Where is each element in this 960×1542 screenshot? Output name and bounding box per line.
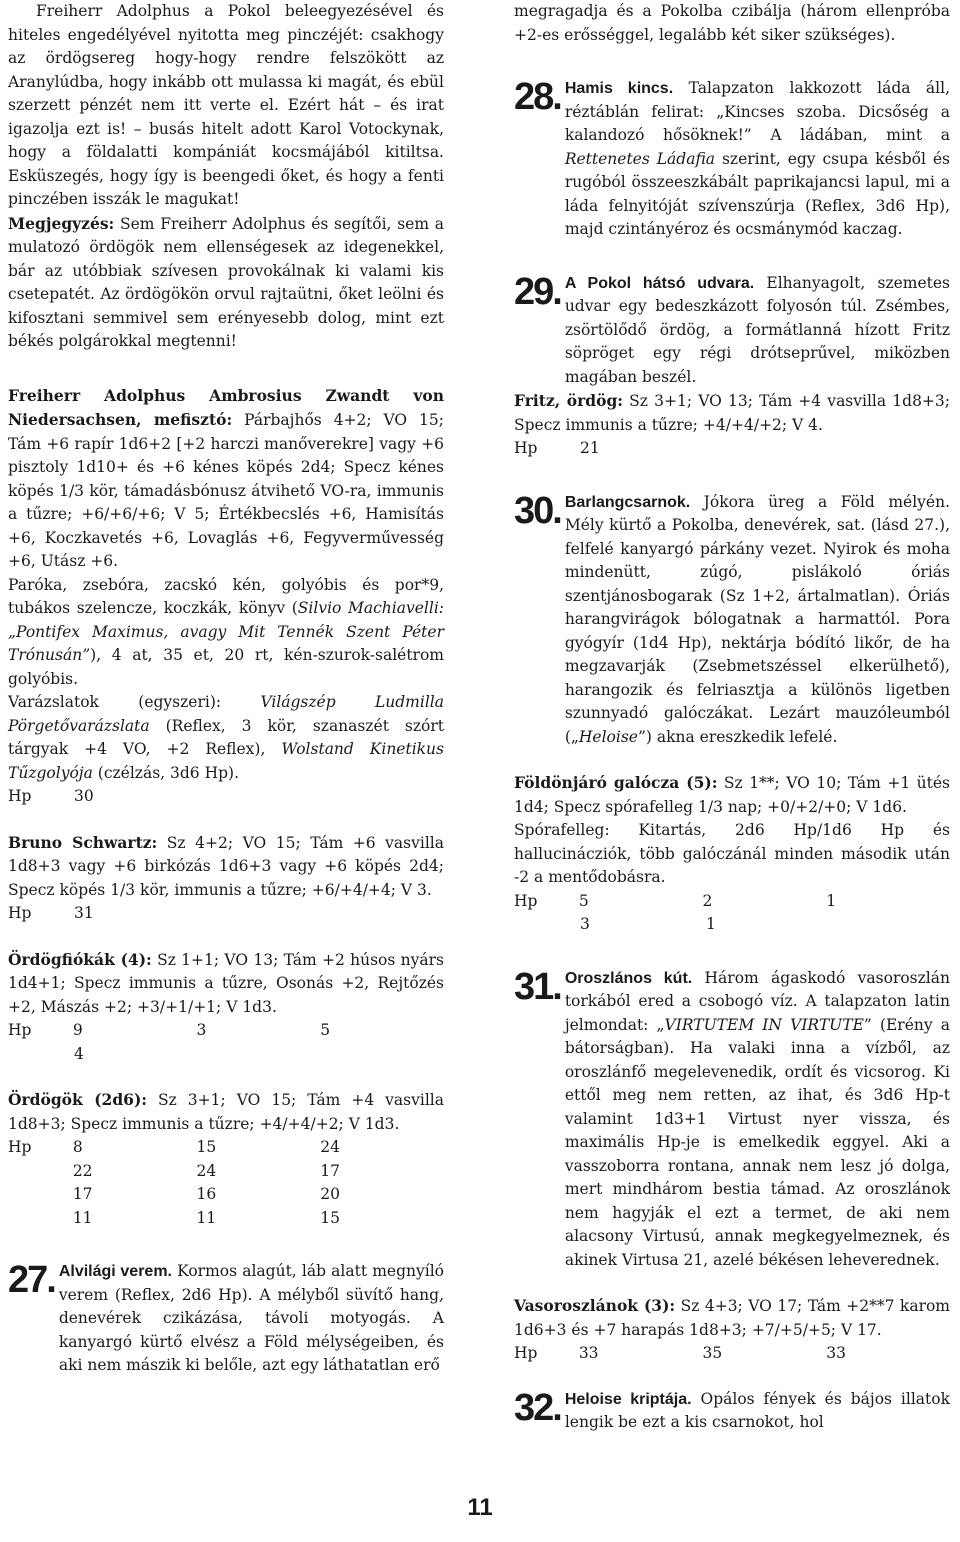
hp-label: Hp [8, 1021, 32, 1039]
vas-hp [514, 1342, 950, 1366]
hp-value: 4 [74, 1044, 84, 1063]
entry-number: 29. [514, 270, 561, 313]
entry-number: 27. [8, 1259, 55, 1301]
freiherr-items-a: Paróka, zsebóra, zacskó kén, golyóbis és por*9, tubákos szelencze, koczkák, könyv ( [8, 575, 444, 617]
continued-text: megragadja és a Pokolba czibálja (három ellenpróba +2-es erősséggel, legalább két siker szükséges). [514, 2, 950, 44]
entry-text: szerint, egy csupa késből és rugóból összeeszkábált paprikajancsi lapul, mi a láda felnyitóját szívenszúrja (Reflex, 3d6 Hp), majd czintányéroz és ocsmánymód kaczag. [564, 149, 950, 238]
spells-label: Varázslatok (egyszeri): [8, 693, 261, 711]
note-text: Sem Freiherr Adolphus és segítői, sem a mulatozó ördögök nem ellenségesek az idegenekkel, bár az utóbbiak szívesen provokálnak ki valami kis csetepatét. Az ördögökön orvul rajtaütni, őket leölni és kifosztani semmivel sem erényesebb dolog, mint ezt békés polgárokkal megtenni! [8, 214, 444, 350]
hp-value: 1 [706, 915, 716, 933]
hp-label: Hp [514, 891, 538, 910]
ordogok-stats: Sz 3+1; VO 15; Tám +4 vasvilla 1d8+3; Specz immunis a tűzre; +4/+4/+2; V 1d3. [8, 1091, 444, 1133]
vas-statblock [514, 1294, 950, 1342]
hp-value: 30 [74, 787, 94, 805]
ordogok-statblock [8, 1088, 444, 1136]
intro-paragraph: Freiherr Adolphus a Pokol beleegyezésével és hiteles engedélyével nyitotta meg pinczéjét: csakhogy az ördögsereg hogy-hogy rendre felszökött az Aranylúdba, hogy inkább ott mulassa ki magát, és ebül szerzett pénzét nem itt verte el. Ezért hát – és irat igazolja ezt is! – busás hitelt adott Karol Votockynak, hogy a földalatti kompániát kocsmájából kitiltsa. Esküszegés, hogy így is beengedi őket, és hogy a fenti pinczében isszák le magukat! [8, 2, 444, 208]
freiherr-statblock [8, 384, 444, 574]
hp-value: 2 [702, 891, 713, 910]
spell-2: Wolstand Kinetikus Tűzgolyója [8, 740, 444, 782]
entry-text: Három ágaskodó vasoroszlán torkából ered a csobogó víz. A talapzaton latin jelmondat: „ [564, 968, 950, 1034]
freiherr-spells [8, 691, 444, 785]
hp-value: 3 [196, 1021, 207, 1039]
fiokak-name: Ördögfiókák (4): [8, 949, 152, 969]
hp-value: 22 [72, 1161, 93, 1180]
hp-value: 35 [702, 1344, 723, 1362]
hp-value: 16 [196, 1185, 217, 1203]
hp-value: 17 [72, 1185, 93, 1203]
hp-value: 8 [72, 1138, 83, 1156]
hp-label: Hp [514, 439, 538, 457]
note-paragraph [8, 212, 444, 354]
entry-heading: Hamis kincs. [564, 80, 674, 97]
entry-text: ”) akna ereszkedik lefelé. [637, 727, 838, 746]
hp-label: Hp [8, 1138, 32, 1156]
entry-27 [8, 1260, 444, 1378]
fiokak-hp-row [8, 1019, 444, 1043]
entry-text: Jókora üreg a Föld mélyén. Mély kürtő a Pokolba, denevérek, sat. (lásd 27.), felfelé kanyargó párkány vezet. Nyirok és moha mindenütt, zúgó, pislákoló óriás szentjánosbogarak (Sz 1+2, ártalmatlan). Óriás harangvirágok bólogatnak a harmattól. Pora gyógyír (1d4 Hp), nektárja bódító likőr, de ha megzavarják (Zsebmetszéssel elkerülhető), harangozik és felriasztja a különös ligetben szunnyadó galóczákat. Lezárt mauzóleumból („ [564, 492, 950, 746]
hp-value: 24 [196, 1161, 217, 1180]
fritz-name: Fritz, ördög: [514, 391, 624, 410]
hp-value: 1 [826, 891, 837, 910]
fritz-stats: Sz 3+1; VO 13; Tám +4 vasvilla 1d8+3; Specz immunis a tűzre; +4/+4/+2; V 4. [514, 392, 951, 434]
entry-italic: Rettenetes Ládafia [564, 149, 716, 168]
entry-number: 31. [514, 965, 561, 1008]
hp-value: 31 [74, 904, 94, 922]
ordogok-name: Ördögök (2d6): [8, 1090, 148, 1109]
fritz-hp [514, 437, 950, 461]
entry-32 [514, 1388, 950, 1435]
hp-value: 33 [826, 1344, 847, 1362]
left-column [8, 0, 444, 1378]
vas-stats: Sz 4+3; VO 17; Tám +2**7 karom 1d6+3 és +7 harapás 1d8+3; +7/+5/+5; V 17. [514, 1297, 951, 1339]
freiherr-stats: Párbajhős 4+2; VO 15; Tám +6 rapír 1d6+2 [+2 harczi manőverekre] vagy +6 pisztoly 1d10+ és +6 kénes köpés 2d4; Specz kénes köpés 1/3 kör, támadásbónusz átvihető VO-ra, immunis a tűzre; +6/+6/+6; V 5; Értékbecslés +6, Hamisítás +6, Koczkavetés +6, Lovaglás +6, Fegyverművesség +6, Utász +6. [8, 411, 444, 570]
hp-value: 3 [580, 915, 590, 933]
entry-heading: Heloise kriptája. [564, 1390, 692, 1408]
hp-value: 20 [320, 1185, 341, 1203]
entry-text: Opálos fények és bájos illatok lengik be ezt a kis csarnokot, hol [564, 1389, 950, 1431]
entry-number: 30. [514, 489, 561, 532]
entry-italic: Heloise [578, 727, 638, 746]
spells-text-b: (Reflex, 3 kör, szanaszét szórt tárgyak +4 VO, +2 Reflex), [8, 716, 444, 758]
entry-heading: Oroszlános kút. [564, 969, 693, 987]
fiokak-hp-row [8, 1043, 444, 1067]
entry-text: Elhanyagolt, szemetes udvar egy bedeszkázott folyosón túl. Zsémbes, zsörtölődő ördög, a formátlanná hízott Fritz söpröget egy régi drótseprűvel, miközben magában beszél. [564, 273, 951, 386]
entry-italic: VIRTUTEM IN VIRTUTE [664, 1015, 864, 1034]
entry-31 [514, 967, 950, 1273]
galocza-statblock [514, 771, 950, 819]
hp-value: 15 [196, 1138, 217, 1156]
entry-text: Kormos alagút, láb alatt megnyíló verem (Reflex, 2d6 Hp). A mélyből süvítő hang, denevérek czikázása, távoli motyogás. A kanyargó kürtő elvész a Föld mélységeiben, és aki nem mászik ki belőle, azt egy láthatatlan erő [58, 1262, 444, 1374]
freiherr-book-title: Silvio Machiavelli: „Pontifex Maximus, avagy Mit Tennék Szent Péter Trónusán” [8, 599, 444, 664]
entry-heading: Barlangcsarnok. [564, 493, 691, 511]
bruno-statblock [8, 831, 444, 903]
vas-name: Vasoroszlánok (3): [514, 1296, 676, 1315]
spell-1: Világszép Ludmilla Pörgetővarázslata [8, 693, 444, 735]
fritz-statblock [514, 389, 950, 437]
right-column [514, 0, 950, 1435]
freiherr-items [8, 574, 444, 692]
spells-text-c: (czélzás, 3d6 Hp). [92, 763, 239, 782]
entry-number: 32. [514, 1386, 561, 1429]
freiherr-hp [8, 785, 444, 809]
hp-value: 24 [320, 1138, 341, 1156]
galocza-hp-row [514, 913, 950, 937]
entry-heading: A Pokol hátsó udvara. [564, 274, 755, 292]
bruno-name: Bruno Schwartz: [8, 832, 158, 852]
ordogok-hp-row [8, 1160, 444, 1184]
hp-value: 11 [72, 1208, 93, 1227]
hp-value: 15 [320, 1208, 341, 1227]
hp-value: 9 [72, 1021, 83, 1039]
entry-30 [514, 491, 950, 750]
hp-value: 33 [578, 1344, 599, 1362]
hp-value: 5 [320, 1021, 331, 1039]
galocza-hp-row [514, 890, 950, 914]
galocza-stats: Sz 1**; VO 10; Tám +1 ütés 1d4; Specz spórafelleg 1/3 nap; +0/+2/+0; V 1d6. [514, 774, 950, 816]
entry-text: ” (Erény a bátorságban). Ha valaki inna a vízből, az oroszlánfő megelevenedik, ordít és vicsorog. Ki ettől meg nem retten, az ihat, és 3d6 Hp-t valamint 1d3+1 Virtust nyer vissza, és maximális Hp-je is emelkedik eggyel. Aki a vasszoborra rontana, annak nem lesz jó dolga, mert mindhárom bestia támad. Az oroszlánok nem hagyják el ezt a termet, de aki nem alacsony Virtusú, annak megkegyelmeznek, és akinek Virtusa 21, azelé békésen leheverednek. [564, 1015, 950, 1269]
ordogok-hp-row [8, 1207, 444, 1231]
entry-number: 28. [514, 76, 561, 118]
galocza-spora: Spórafelleg: Kitartás, 2d6 Hp/1d6 Hp és hallucinácziók, több galóczánál minden második után -2 a mentődobásra. [514, 821, 950, 886]
hp-value: 21 [580, 439, 600, 457]
freiherr-items-b: ), 4 at, 35 et, 20 rt, kén-szurok-salétrom golyóbis. [8, 646, 444, 688]
freiherr-name: Freiherr Adolphus Ambrosius Zwandt von Niedersachsen, mefisztó: [8, 385, 444, 429]
entry-28 [514, 77, 950, 242]
entry-29 [514, 272, 950, 390]
entry-text: Talapzaton lakkozott láda áll, réztáblán felirat: „Kincses szoba. Dicsőség a kalandozó hősöknek!” A ládában, mint a [564, 79, 951, 144]
ordogok-hp-row [8, 1136, 444, 1160]
fiokak-statblock [8, 948, 444, 1020]
note-label: Megjegyzés: [8, 213, 115, 233]
hp-label: Hp [8, 904, 32, 922]
ordogok-hp-row [8, 1183, 444, 1207]
hp-value: 17 [320, 1161, 341, 1180]
hp-value: 11 [196, 1208, 217, 1227]
bruno-stats: Sz 4+2; VO 15; Tám +6 vasvilla 1d8+3 vagy +6 birkózás 1d6+3 vagy +6 köpés 2d4; Specz köpés 1/3 kör, immunis a tűzre; +6/+4/+4; V 3. [8, 833, 444, 899]
hp-label: Hp [8, 787, 32, 805]
fiokak-stats: Sz 1+1; VO 13; Tám +2 húsos nyárs 1d4+1; Specz immunis a tűzre, Osonás +2, Rejtőzés +2, Mászás +2; +3/+1/+1; V 1d3. [8, 950, 444, 1016]
page-number: 11 [467, 1494, 493, 1521]
entry-heading: Alvilági verem. [58, 1263, 173, 1280]
bruno-hp [8, 902, 444, 926]
hp-label: Hp [514, 1344, 538, 1362]
hp-value: 5 [578, 891, 589, 910]
galocza-name: Földönjáró galócza (5): [514, 773, 718, 792]
